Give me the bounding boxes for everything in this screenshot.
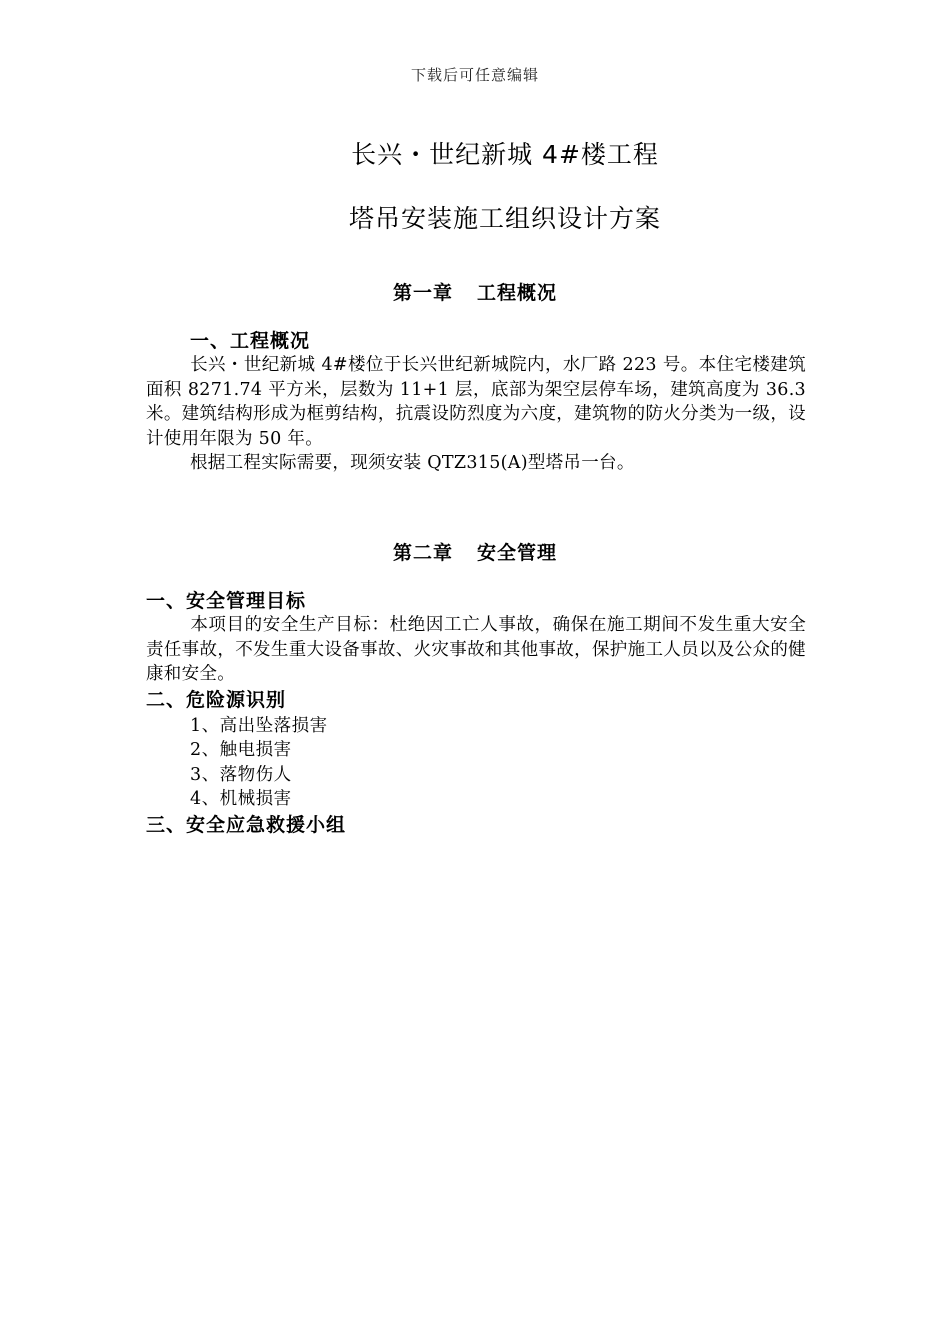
chapter-2-heading [0,538,950,565]
chapter-2-name: 安全管理 [477,542,558,564]
document-title-line-1: 长兴・世纪新城 4#楼工程 [351,140,659,169]
document-title-line-2: 塔吊安装施工组织设计方案 [348,204,661,233]
section-heading-project-overview: 一、工程概况 [190,330,311,352]
tower-crane-requirement-text: 根据工程实际需要，现须安装 QTZ315(A)型塔吊一台。 [190,453,635,473]
section-heading-hazard-identification: 二、危险源识别 [146,689,287,711]
chapter-1-name: 工程概况 [477,282,558,304]
hazard-list-item: 4、机械损害 [190,789,292,809]
hazard-list-item: 3、落物伤人 [190,765,292,785]
chapter-2-label: 第二章 [392,542,453,564]
chapter-1-heading [0,278,950,305]
section-heading-safety-goals: 一、安全管理目标 [146,590,307,612]
safety-goals-paragraph [146,613,806,687]
safety-goals-text: 本项目的安全生产目标：杜绝因工亡人事故，确保在施工期间不发生重大安全责任事故，不发生重大设备事故、火灾事故和其他事故，保护施工人员以及公众的健康和安全。 [146,615,806,684]
tower-crane-requirement-paragraph [146,451,806,476]
chapter-1-label: 第一章 [392,282,453,304]
header-note: 下载后可任意编辑 [410,66,539,84]
hazard-list-item: 1、高出坠落损害 [190,716,328,736]
project-overview-paragraph [146,353,806,451]
hazard-list-item: 2、触电损害 [190,740,292,760]
section-heading-emergency-rescue-team: 三、安全应急救援小组 [146,814,347,836]
project-overview-text: 长兴・世纪新城 4#楼位于长兴世纪新城院内，水厂路 223 号。本住宅楼建筑面积 8271.74 平方米，层数为 11+1 层，底部为架空层停车场，建筑高度为 36.3 米。建筑结构形成为框剪结构，抗震设防烈度为六度，建筑物的防火分类为一级，设计使用年限为 50 年。 [146,355,806,449]
